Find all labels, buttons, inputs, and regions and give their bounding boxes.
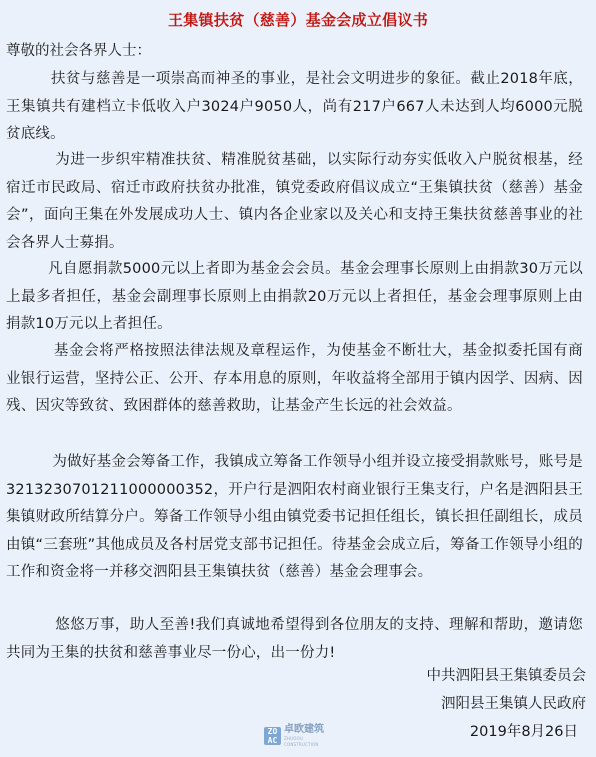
paragraph-5: 为做好基金会筹备工作，我镇成立筹备工作领导小组并设立接受捐款账号，账号是3213230701211000000352，开户行是泗阳农村商业银行王集支行，户名是泗阳县王集镇财政所结算分户。筹备工作领导小组由镇党委书记担任组长，镇长担任副组长，成员由镇“三套班”其他成员及各村居党支部书记担任。待基金会成立后，筹备工作领导小组的工作和资金将一并移交泗阳县王集镇扶贫（慈善）基金会理事会。	[6, 454, 583, 580]
signature-date: 2019年8月26日	[469, 724, 578, 740]
paragraph-6: 悠悠万事，助人至善!我们真诚地希望得到各位朋友的支持、理解和帮助，邀请您共同为王集的扶贫和慈善事业尽一份心，出一份力!	[6, 617, 583, 661]
salutation: 尊敬的社会各界人士：	[6, 43, 151, 59]
watermark-logo	[264, 722, 336, 750]
signature-party-committee: 中共泗阳县王集镇委员会	[426, 668, 586, 684]
watermark-logo-icon: ZO AC	[264, 727, 281, 745]
watermark-name: 卓欧建筑	[283, 724, 324, 735]
paragraph-3: 凡自愿捐款5000元以上者即为基金会会员。基金会理事长原则上由捐款30万元以上最多者担任，基金会副理事长原则上由捐款20万元以上者担任，基金会理事原则上由捐款10万元以上者担任。	[6, 261, 583, 332]
watermark-subtitle: ZHUOOU CONSTRUCTION	[283, 736, 319, 747]
signature-town-government: 泗阳县王集镇人民政府	[441, 696, 586, 712]
paragraph-1: 扶贫与慈善是一项崇高而神圣的事业，是社会文明进步的象征。截止2018年底，王集镇共有建档立卡低收入户3024户9050人，尚有217户667人未达到人均6000元脱贫底线。	[6, 71, 583, 142]
paragraph-2: 为进一步织牢精准扶贫、精准脱贫基础，以实际行动夯实低收入户脱贫根基，经宿迁市民政局、宿迁市政府扶贫办批准，镇党委政府倡议成立“王集镇扶贫（慈善）基金会”，面向王集在外发展成功人士、镇内各企业家以及关心和支持王集扶贫慈善事业的社会各界人士募捐。	[6, 152, 583, 251]
paragraph-4: 基金会将严格按照法律法规及章程运作，为使基金不断壮大，基金拟委托国有商业银行运营，坚持公正、公开、存本用息的原则，年收益将全部用于镇内因学、因病、因残、因灾等致贫、致困群体的慈善救助，让基金产生长远的社会效益。	[6, 343, 583, 414]
document-title: 王集镇扶贫（慈善）基金会成立倡议书	[167, 11, 429, 29]
